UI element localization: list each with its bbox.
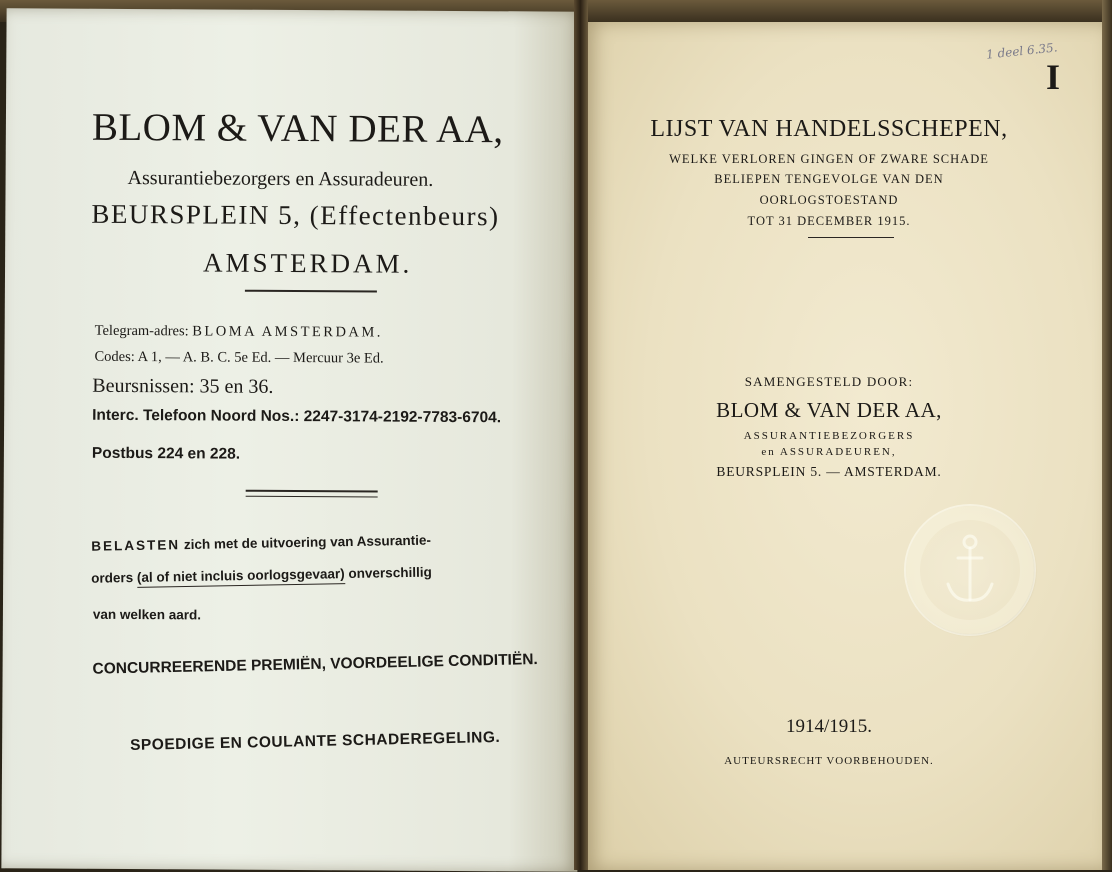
postbus-line: Postbus 224 en 228. [91,444,241,463]
beursnissen-line: Beursnissen: 35 en 36. [92,374,274,398]
orders-underlined: (al of niet incluis oorlogsgevaar) [137,566,345,588]
orders-rest: onverschillig [348,564,432,582]
spoedige-line: SPOEDIGE EN COULANTE SCHADEREGELING. [129,728,501,755]
embossed-seal-icon [906,506,1034,634]
concurreerende-line: CONCURREERENDE PREMIËN, VOORDEELIGE CONDITIËN. [92,651,538,678]
publisher-line: ASSURANTIEBEZORGERS [743,430,915,442]
orders-line [91,565,432,586]
publisher-name: BLOM & VAN DER AA, [716,398,942,422]
double-rule-bottom [246,496,378,498]
telegram-value: BLOMA AMSTERDAM. [192,323,384,341]
divider-rule [245,290,377,293]
belasten-line [91,533,431,554]
double-rule-top [246,490,378,493]
aard-line: van welken aard. [92,606,202,623]
volume-numeral: I [1046,57,1061,97]
firm-name-heading: BLOM & VAN DER AA, [91,105,504,152]
anchor-icon [940,530,1000,610]
telephone-line: Interc. Telefoon Noord Nos.: 2247-3174-2192-7783-6704. [92,406,502,427]
orders-word: orders [91,570,134,586]
telegram-label: Telegram-adres: [94,322,189,340]
codes-line: Codes: A 1, — A. B. C. 5e Ed. — Mercuur 3e Ed. [94,348,384,367]
book-gutter [574,0,588,870]
book-edge-right [1102,0,1112,870]
title-subline: BELIEPEN TENGEVOLGE VAN DEN [714,172,944,186]
firm-address: BEURSPLEIN 5, (Effectenbeurs) [91,198,500,232]
title-subline: TOT 31 DECEMBER 1915. [747,214,911,228]
title-subline: WELKE VERLOREN GINGEN OF ZWARE SCHADE [669,152,989,166]
copyright-notice: AUTEURSRECHT VOORBEHOUDEN. [724,755,934,767]
publication-years: 1914/1915. [785,716,873,737]
publisher-address: BEURSPLEIN 5. — AMSTERDAM. [716,464,942,479]
book-title: LIJST VAN HANDELSSCHEPEN, [650,116,1008,142]
telegram-line [95,323,383,342]
title-subline: OORLOGSTOESTAND [759,193,899,207]
pencil-note: 1 deel 6.35. [985,40,1059,62]
firm-city: AMSTERDAM. [202,247,413,279]
firm-subtitle: Assurantiebezorgers en Assuradeuren. [127,166,434,191]
left-page-advertisement [1,8,582,872]
belasten-rest: zich met de uitvoering van Assurantie- [183,532,432,553]
publisher-line: en ASSURADEUREN, [761,446,897,458]
compiled-by-label: SAMENGESTELD DOOR: [744,374,914,389]
right-page-title [584,22,1102,870]
divider-rule [808,237,894,238]
belasten-word: BELASTEN [91,537,181,554]
